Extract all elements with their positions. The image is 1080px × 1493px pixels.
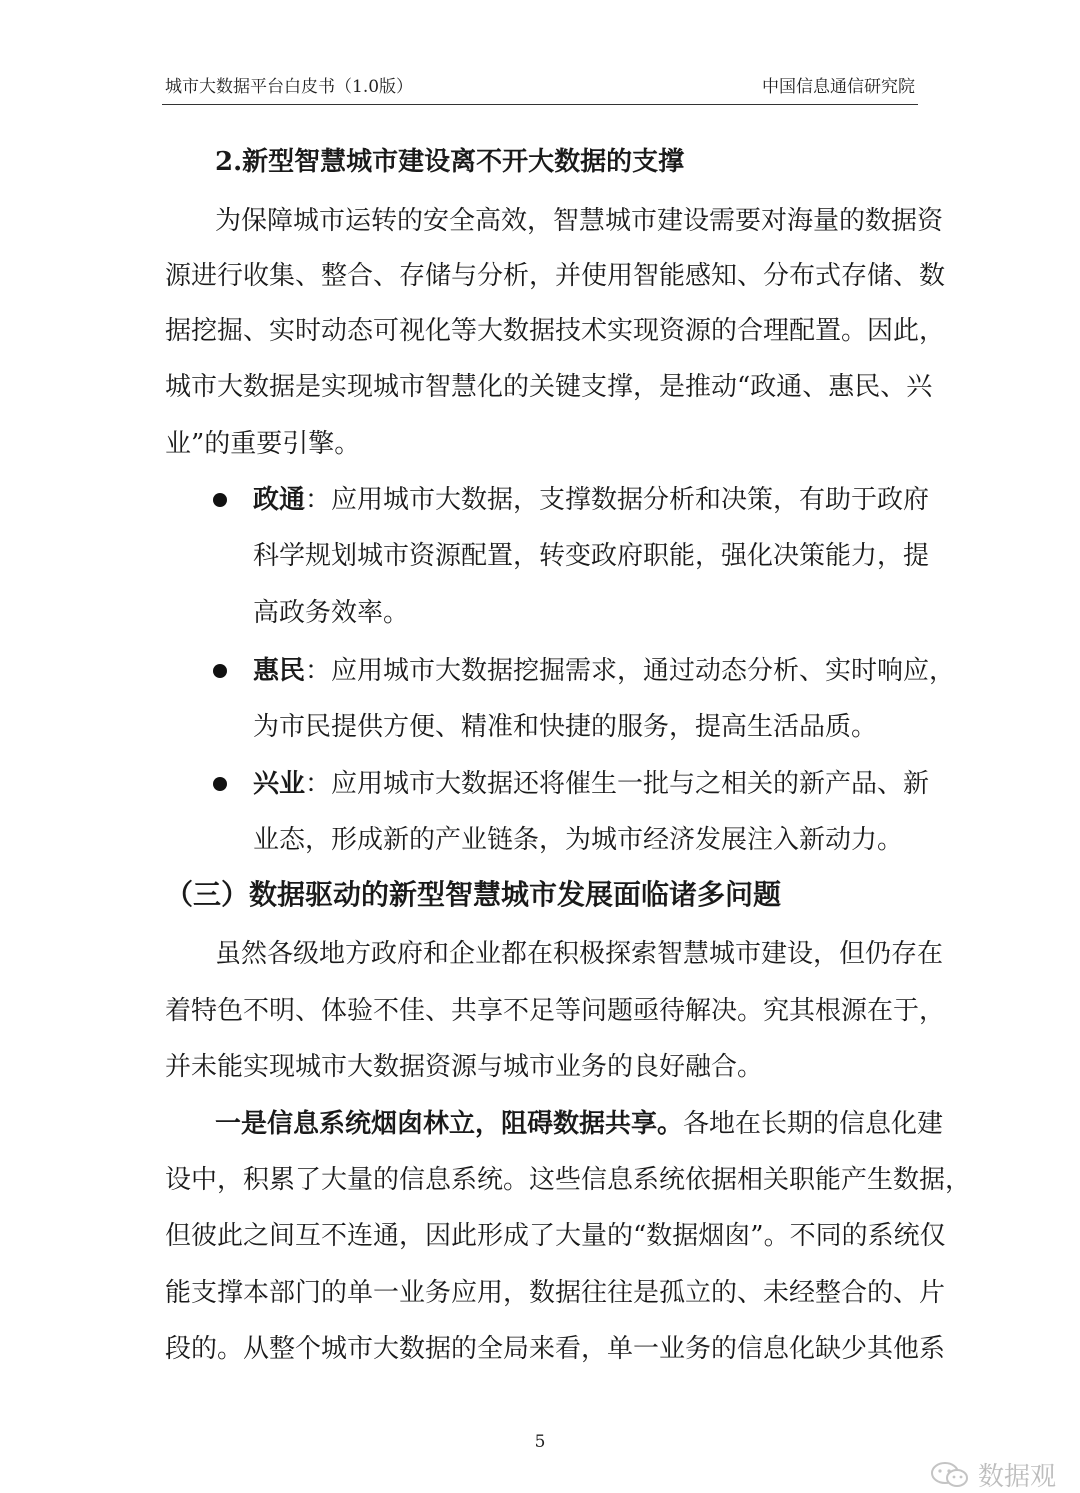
bullet-item-line [253, 653, 956, 689]
bullet-item-line: 为市民提供方便、精准和快捷的服务，提高生活品质。 [253, 712, 878, 742]
bullet-text: ：应用城市大数据还将催生一批与之相关的新产品、新 [305, 769, 930, 799]
paragraph-line: 并未能实现城市大数据资源与城市业务的良好融合。 [165, 1052, 764, 1082]
section-heading-3: （三）数据驱动的新型智慧城市发展面临诸多问题 [165, 878, 782, 911]
header-divider [162, 104, 918, 105]
bullet-item-line [253, 766, 930, 802]
bullet-item-line: 业态，形成新的产业链条，为城市经济发展注入新动力。 [253, 825, 904, 855]
paragraph-line: 为保障城市运转的安全高效，智慧城市建设需要对海量的数据资 [215, 206, 944, 236]
paragraph-line: 着特色不明、体验不佳、共享不足等问题亟待解决。究其根源在于， [165, 996, 946, 1026]
running-header-title: 城市大数据平台白皮书（1.0版） [165, 77, 414, 97]
paragraph-line: 业”的重要引擎。 [165, 429, 361, 459]
paragraph-text: 各地在长期的信息化建 [683, 1109, 944, 1139]
bullet-item-line: 高政务效率。 [253, 598, 410, 628]
paragraph-line: 城市大数据是实现城市智慧化的关键支撑，是推动“政通、惠民、兴 [165, 372, 933, 402]
paragraph-line: 虽然各级地方政府和企业都在积极探索智慧城市建设，但仍存在 [215, 939, 944, 969]
bullet-dot [213, 777, 227, 791]
bullet-dot [213, 664, 227, 678]
paragraph-line: 源进行收集、整合、存储与分析，并使用智能感知、分布式存储、数 [165, 261, 946, 291]
paragraph-line: 设中，积累了大量的信息系统。这些信息系统依据相关职能产生数据， [165, 1165, 972, 1195]
paragraph-line: 但彼此之间互不连通，因此形成了大量的“数据烟囱”。不同的系统仅 [165, 1221, 946, 1251]
paragraph-line: 据挖掘、实时动态可视化等大数据技术实现资源的合理配置。因此， [165, 316, 946, 346]
bullet-text: ：应用城市大数据挖掘需求，通过动态分析、实时响应， [305, 656, 956, 686]
section-heading-2: 2.新型智慧城市建设离不开大数据的支撑 [215, 147, 685, 177]
paragraph-line: 能支撑本部门的单一业务应用，数据往往是孤立的、未经整合的、片 [165, 1278, 946, 1308]
paragraph-line: 段的。从整个城市大数据的全局来看，单一业务的信息化缺少其他系 [165, 1334, 946, 1364]
running-header-org: 中国信息通信研究院 [762, 77, 915, 97]
watermark-text: 数据观 [977, 1462, 1056, 1492]
bullet-item-line: 科学规划城市资源配置，转变政府职能，强化决策能力，提 [253, 541, 930, 571]
watermark [930, 1456, 1056, 1493]
bullet-item-line [253, 482, 930, 518]
bullet-dot [213, 493, 227, 507]
bullet-term: 惠民 [253, 656, 306, 686]
paragraph-lead: 一是信息系统烟囱林立，阻碍数据共享。 [215, 1109, 684, 1139]
bullet-term: 政通 [253, 485, 306, 515]
wechat-icon [930, 1461, 970, 1489]
paragraph-line [215, 1106, 944, 1142]
bullet-text: ：应用城市大数据，支撑数据分析和决策，有助于政府 [305, 485, 930, 515]
page-number: 5 [534, 1432, 546, 1452]
bullet-term: 兴业 [253, 769, 306, 799]
